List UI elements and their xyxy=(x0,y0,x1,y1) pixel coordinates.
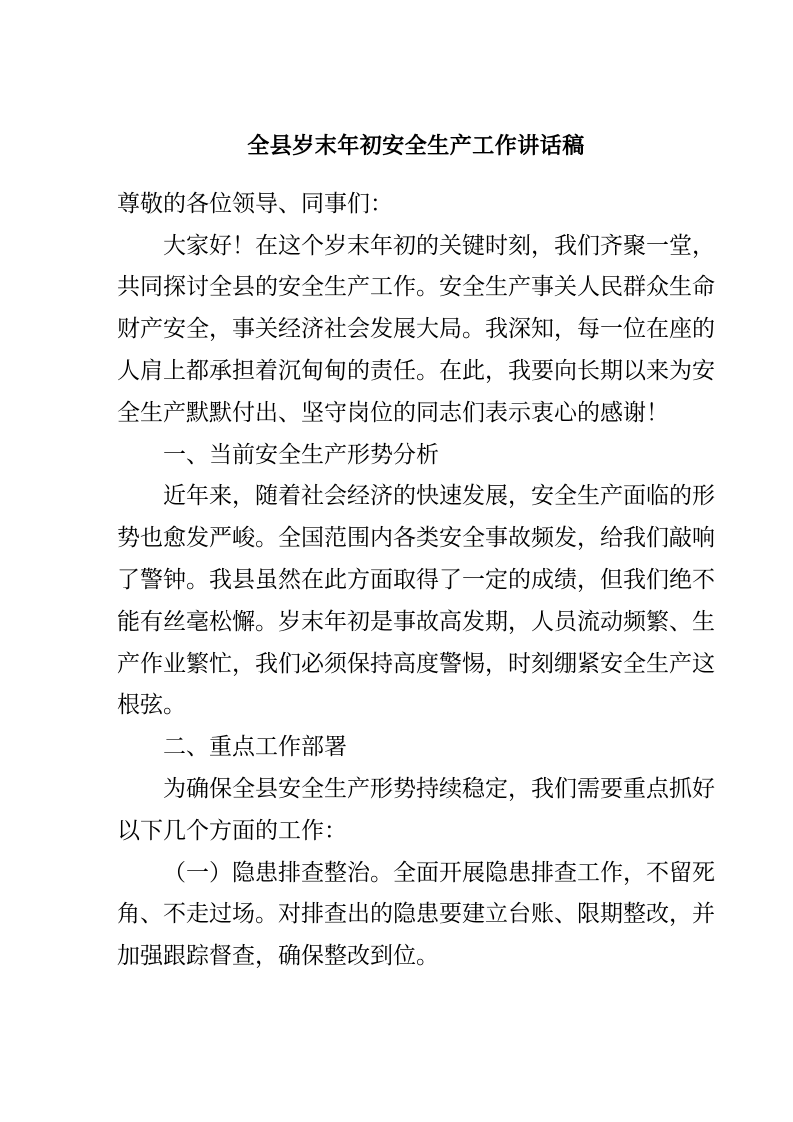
document-content xyxy=(117,125,715,977)
paragraph-salutation: 尊敬的各位领导、同事们： xyxy=(117,190,393,216)
heading-section-2: 二、重点工作部署 xyxy=(163,734,347,760)
paragraph-item-1: （一）隐患排查整治。全面开展隐患排查工作，不留死角、不走过场。对排查出的隐患要建立台账、限期整改，并加强跟踪督查，确保整改到位。 xyxy=(117,859,715,969)
heading-section-1: 一、当前安全生产形势分析 xyxy=(163,441,439,467)
paragraph-deploy-intro: 为确保全县安全生产形势持续稳定，我们需要重点抓好以下几个方面的工作： xyxy=(117,775,715,843)
paragraph-opening: 大家好！在这个岁末年初的关键时刻，我们齐聚一堂，共同探讨全县的安全生产工作。安全生产事关人民群众生命财产安全，事关经济社会发展大局。我深知，每一位在座的人肩上都承担着沉甸甸的责任。在此，我要向长期以来为安全生产默默付出、坚守岗位的同志们表示衷心的感谢！ xyxy=(117,232,715,425)
document-title: 全县岁末年初安全生产工作讲话稿 xyxy=(247,133,585,158)
paragraph-situation-analysis: 近年来，随着社会经济的快速发展，安全生产面临的形势也愈发严峻。全国范围内各类安全事故频发，给我们敲响了警钟。我县虽然在此方面取得了一定的成绩，但我们绝不能有丝毫松懈。岁末年初是事故高发期，人员流动频繁、生产作业繁忙，我们必须保持高度警惕，时刻绷紧安全生产这根弦。 xyxy=(117,483,715,718)
